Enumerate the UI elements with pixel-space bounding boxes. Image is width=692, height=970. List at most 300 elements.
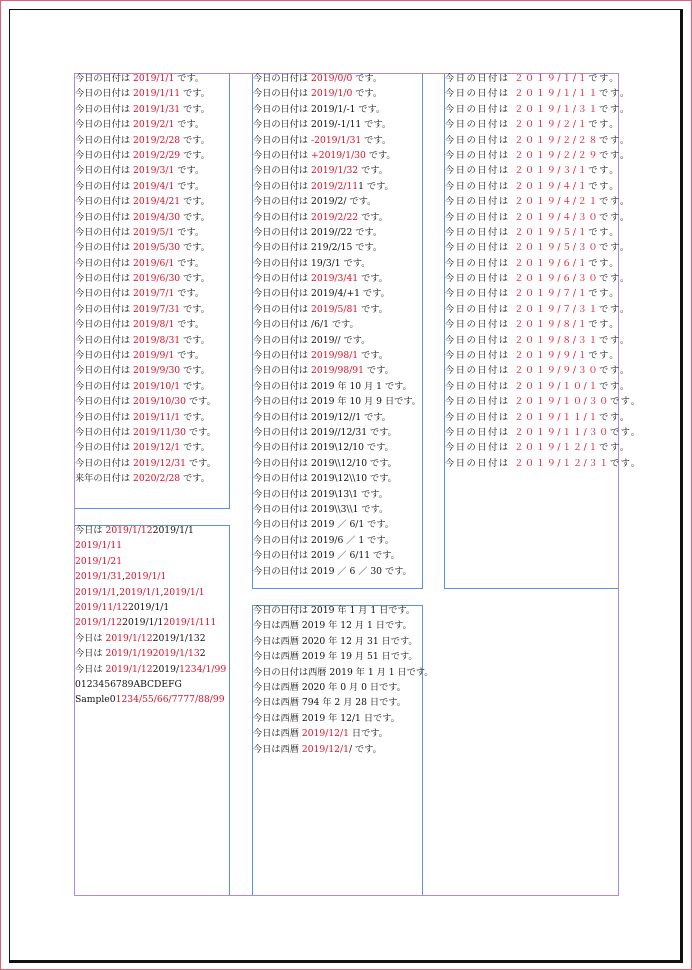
text-line	[253, 117, 421, 132]
text-line	[445, 348, 642, 363]
text-line	[445, 117, 642, 132]
plain-text: です。	[180, 273, 210, 285]
date-highlight: ２０１９/５/１	[514, 226, 589, 238]
date-highlight: ２０１９/１２/３１	[514, 457, 610, 469]
plain-text: 今日の日付は	[75, 134, 134, 146]
text-line	[253, 394, 421, 409]
plain-text: 今日は西暦 2019 年 19 月 51 日です。	[253, 651, 418, 663]
plain-text: 今日の日付は	[253, 149, 312, 161]
text-line	[445, 379, 642, 394]
text-line	[75, 440, 216, 455]
date-highlight: 2019/1/1	[119, 586, 161, 598]
text-line	[75, 102, 216, 117]
plain-text: 今日の日付は	[253, 134, 312, 146]
plain-text: 今日の日付は 2019 ／ 6 ／ 30 です。	[253, 565, 412, 577]
date-highlight: ２０１９/１２/１	[514, 442, 600, 454]
plain-text: 今日の日付は 19/3/1 です。	[253, 257, 371, 269]
plain-text: です。	[180, 473, 210, 485]
plain-text: 2019/	[152, 663, 180, 675]
plain-text: 今日の日付は 219/2/15 です。	[253, 242, 383, 254]
text-line	[253, 379, 421, 394]
plain-text: です。	[180, 365, 210, 377]
plain-text: 今日は西暦 2019 年 12/1 日です。	[253, 712, 400, 724]
text-line	[253, 680, 433, 695]
text-line	[253, 210, 421, 225]
plain-text: 今日は	[75, 632, 106, 644]
plain-text: 今日の日付は	[75, 303, 134, 315]
plain-text: 今日の日付は	[445, 226, 515, 238]
plain-text: 今日は	[75, 648, 106, 660]
plain-text: 今日の日付は	[75, 119, 134, 131]
date-highlight: ２０１９/６/１	[514, 257, 589, 269]
text-line	[75, 256, 216, 271]
text-line	[253, 742, 433, 757]
date-highlight: 2019/9/1	[133, 350, 175, 362]
text-line	[75, 86, 216, 101]
plain-text: です。	[588, 226, 621, 238]
plain-text: です。	[599, 242, 631, 254]
text-line	[75, 554, 226, 569]
plain-text: 今日の日付は	[253, 73, 312, 84]
plain-text: ,	[160, 586, 164, 598]
text-line	[253, 665, 433, 680]
date-highlight: 2019/1/1	[163, 586, 205, 598]
date-highlight: 1234/1/99	[179, 663, 227, 675]
plain-text: 今日は	[75, 525, 106, 536]
text-line	[253, 649, 433, 664]
plain-text: です。	[609, 426, 642, 438]
plain-text: 日です。	[348, 728, 388, 740]
text-line	[253, 163, 421, 178]
text-line	[75, 410, 216, 425]
text-line	[445, 425, 642, 440]
text-line	[445, 440, 642, 455]
text-line	[445, 210, 642, 225]
date-highlight: 1234/55/66/7777/88/99	[115, 694, 225, 706]
date-highlight: 2019/1/1	[125, 571, 167, 583]
plain-text: です。	[358, 273, 388, 285]
plain-text: 今日の日付は	[445, 334, 515, 346]
plain-text: です。	[358, 165, 388, 177]
plain-text: です。	[180, 149, 210, 161]
date-highlight: ２０１９/１/３１	[514, 103, 600, 115]
plain-text: 今日の日付は	[445, 134, 515, 146]
text-line	[253, 502, 421, 517]
text-line	[75, 179, 216, 194]
text-line	[445, 163, 642, 178]
text-line	[75, 677, 226, 692]
plain-text: 今日の日付は	[445, 273, 515, 285]
text-line	[75, 317, 216, 332]
plain-text: 今日の日付は /6/1 です。	[253, 319, 359, 331]
date-highlight: ２０１９/５/３０	[514, 242, 600, 254]
plain-text: 今日の日付は	[75, 273, 134, 285]
date-highlight: 2019/10/1	[133, 380, 181, 392]
text-line	[445, 456, 642, 471]
plain-text: です。	[599, 303, 631, 315]
date-highlight: 2019/2/28	[133, 134, 181, 146]
date-highlight: ２０１９/２/２９	[514, 149, 600, 161]
plain-text: 今日の日付は	[445, 426, 515, 438]
date-list-valid	[75, 71, 216, 487]
plain-text: 今日の日付は	[445, 88, 515, 100]
date-highlight: ２０１９/１０/１	[514, 380, 600, 392]
text-line	[75, 348, 216, 363]
plain-text: 2019/1/1	[127, 601, 170, 613]
text-line	[75, 631, 226, 646]
plain-text: です。	[180, 196, 210, 208]
plain-text: です。	[174, 165, 205, 177]
plain-text: 今日の日付は 2019//12/31 です。	[253, 426, 397, 438]
text-line	[253, 711, 433, 726]
plain-text: 今日の日付は西暦 2019 年 1 月 1 日です。	[253, 666, 434, 678]
plain-text: 今日の日付は 2019/1/-1 です。	[253, 103, 386, 115]
text-line	[253, 333, 421, 348]
text-line	[445, 148, 642, 163]
plain-text: 今日は西暦 794 年 2 月 28 日です。	[253, 697, 406, 709]
plain-text: 今日は西暦 2020 年 12 月 31 日です。	[253, 635, 418, 647]
date-list-concatenated	[75, 523, 226, 708]
date-highlight: ２０１９/４/２１	[514, 196, 600, 208]
plain-text: ,	[122, 571, 126, 583]
text-line	[75, 210, 216, 225]
text-line	[75, 600, 226, 615]
plain-text: 今日の日付は 2019\\3\\1 です。	[253, 503, 389, 515]
plain-text: 今日の日付は	[445, 103, 515, 115]
plain-text: です。	[180, 334, 210, 346]
plain-text: です。	[361, 134, 392, 146]
date-highlight: 2019/1/12	[105, 525, 153, 536]
plain-text: です。	[588, 350, 621, 362]
text-line	[445, 194, 642, 209]
plain-text: です。	[609, 396, 642, 408]
plain-text: 今日の日付は	[75, 396, 134, 408]
date-highlight: 2019/2/11	[311, 180, 359, 192]
date-highlight: ２０１９/１１/１	[514, 411, 600, 423]
plain-text: 今日の日付は	[445, 242, 515, 254]
date-highlight: 2019/2/29	[133, 149, 181, 161]
plain-text: 今日の日付は	[75, 288, 134, 300]
text-line	[253, 440, 421, 455]
plain-text: 今日の日付は	[253, 88, 312, 100]
date-highlight: 2019/2/22	[311, 211, 359, 223]
date-highlight: -2019/1/31	[311, 134, 362, 146]
plain-text: 今日の日付は	[445, 396, 515, 408]
date-highlight: 2019/9/30	[133, 365, 181, 377]
text-line	[445, 317, 642, 332]
plain-text: 今日の日付は	[75, 319, 134, 331]
plain-text: 今日の日付は	[75, 165, 134, 177]
date-highlight: 2019/7/1	[133, 288, 175, 300]
text-line	[75, 148, 216, 163]
plain-text: です。	[180, 134, 210, 146]
text-line	[253, 564, 421, 579]
text-line	[445, 394, 642, 409]
date-highlight: 2019/6/30	[133, 273, 181, 285]
plain-text: 今日は西暦	[253, 728, 302, 740]
plain-text: 0123456789ABCDEFG	[75, 678, 182, 690]
plain-text: / です。	[348, 743, 382, 755]
plain-text: 来年の日付は	[75, 473, 134, 485]
date-highlight: 2019/98/91	[311, 365, 365, 377]
date-highlight: 2019/5/30	[133, 242, 181, 254]
date-highlight: ２０１９/２/２８	[514, 134, 600, 146]
date-highlight: 2019/6/1	[133, 257, 175, 269]
plain-text: 今日の日付は	[445, 196, 515, 208]
date-highlight: 2019/3/1	[133, 165, 175, 177]
date-highlight: 2019/5/1	[133, 226, 175, 238]
date-highlight: 2019/7/31	[133, 303, 181, 315]
plain-text: 今日の日付は	[445, 211, 515, 223]
date-highlight: ２０１９/６/３０	[514, 273, 600, 285]
text-line	[75, 271, 216, 286]
text-line	[253, 603, 433, 618]
text-line	[253, 317, 421, 332]
plain-text: ,	[116, 586, 120, 598]
plain-text: 今日の日付は	[75, 442, 134, 454]
date-highlight: 2019/11/1	[133, 411, 181, 423]
plain-text: 今日の日付は	[75, 226, 134, 238]
plain-text: です。	[588, 180, 621, 192]
plain-text: 今日の日付は 2019\13\1 です。	[253, 488, 388, 500]
date-highlight: 2019/98/1	[311, 350, 359, 362]
plain-text: です。	[609, 457, 642, 469]
plain-text: 今日の日付は 2019/6 ／ 1 です。	[253, 534, 394, 546]
plain-text: です。	[358, 211, 388, 223]
plain-text: です。	[358, 303, 388, 315]
plain-text: 2019/1/132	[152, 632, 206, 644]
plain-text: 2	[199, 648, 206, 660]
text-line	[253, 71, 421, 86]
date-highlight: ２０１９/７/３１	[514, 303, 600, 315]
plain-text: 今日の日付は 2019//22 です。	[253, 226, 383, 238]
plain-text: 今日の日付は	[75, 334, 134, 346]
plain-text: 今日の日付は	[445, 73, 515, 84]
text-line	[253, 102, 421, 117]
plain-text: です。	[186, 426, 216, 438]
plain-text: です。	[180, 88, 210, 100]
plain-text: です。	[180, 380, 210, 392]
date-highlight: 2019/1/11	[133, 88, 181, 100]
text-line	[445, 179, 642, 194]
text-line	[253, 179, 421, 194]
plain-text: 今日の日付は	[445, 257, 515, 269]
date-list-fullwidth	[445, 71, 642, 471]
text-line	[75, 471, 216, 486]
text-line	[75, 379, 216, 394]
plain-text: です。	[588, 119, 621, 131]
text-line	[445, 410, 642, 425]
plain-text: 今日の日付は	[445, 288, 515, 300]
plain-text: 今日の日付は	[445, 457, 515, 469]
plain-text: です。	[174, 73, 205, 84]
plain-text: です。	[599, 196, 631, 208]
date-highlight: 2019/5/81	[311, 303, 359, 315]
plain-text: 今日の日付は 2019\\12/10 です。	[253, 457, 397, 469]
plain-text: 今日の日付は	[75, 242, 134, 254]
plain-text: 1 です。	[358, 180, 394, 192]
plain-text: です。	[365, 149, 396, 161]
plain-text: 2019/1/1	[122, 617, 164, 629]
date-highlight: 2019/1/1	[75, 586, 117, 598]
date-highlight: 2019/12/1	[301, 728, 349, 740]
date-highlight: 2019/12/1	[301, 743, 349, 755]
plain-text: です。	[599, 442, 631, 454]
date-highlight: 2019/12/1	[133, 442, 181, 454]
text-line	[253, 271, 421, 286]
text-line	[253, 548, 421, 563]
plain-text: です。	[180, 103, 210, 115]
date-highlight: ２０１９/１/１	[514, 73, 589, 84]
date-highlight: 2019/4/21	[133, 196, 181, 208]
date-highlight: ２０１９/４/１	[514, 180, 589, 192]
plain-text: です。	[599, 103, 631, 115]
date-highlight: 2019/2/1	[133, 119, 175, 131]
plain-text: です。	[599, 365, 631, 377]
text-line	[445, 102, 642, 117]
plain-text: です。	[599, 88, 631, 100]
plain-text: 今日の日付は	[445, 180, 515, 192]
text-line	[253, 425, 421, 440]
text-line	[253, 240, 421, 255]
text-line	[75, 225, 216, 240]
plain-text: 今日の日付は	[445, 411, 515, 423]
plain-text: 今日の日付は	[445, 380, 515, 392]
text-line	[445, 71, 642, 86]
plain-text: 今日の日付は	[445, 303, 515, 315]
text-line	[75, 523, 226, 538]
text-line	[253, 695, 433, 710]
plain-text: 今日の日付は	[253, 273, 312, 285]
plain-text: です。	[588, 73, 621, 84]
plain-text: です。	[174, 180, 205, 192]
plain-text: です。	[352, 88, 383, 100]
text-line	[253, 517, 421, 532]
date-highlight: 2019/1/111	[163, 617, 217, 629]
date-highlight: 2019/1/31	[75, 571, 123, 583]
text-line	[75, 240, 216, 255]
text-line	[445, 240, 642, 255]
plain-text: 今日は	[75, 663, 106, 675]
plain-text: です。	[174, 257, 205, 269]
date-highlight: 2019/4/30	[133, 211, 181, 223]
date-highlight: 2020/2/28	[133, 473, 181, 485]
plain-text: 今日の日付は 2019 年 10 月 9 日です。	[253, 396, 421, 408]
text-line	[75, 194, 216, 209]
date-highlight: ２０１９/２/１	[514, 119, 589, 131]
text-line	[75, 662, 226, 677]
plain-text: 今日の日付は 2019\12\\10 です。	[253, 473, 397, 485]
date-highlight: 2019/8/1	[133, 319, 175, 331]
plain-text: 今日の日付は	[75, 426, 134, 438]
date-highlight: 2019/1/21	[75, 555, 123, 567]
plain-text: です。	[186, 396, 216, 408]
plain-text: 今日の日付は	[445, 319, 515, 331]
date-highlight: ２０１９/８/３１	[514, 334, 600, 346]
plain-text: 今日の日付は	[253, 365, 312, 377]
plain-text: です。	[174, 350, 205, 362]
date-highlight: ２０１９/１/１１	[514, 88, 600, 100]
plain-text: 今日の日付は	[253, 165, 312, 177]
date-highlight: 2019/1/31	[133, 103, 181, 115]
plain-text: 今日の日付は	[253, 303, 312, 315]
plain-text: 今日の日付は 2019 年 1 月 1 日です。	[253, 605, 416, 616]
text-line	[253, 487, 421, 502]
text-line	[253, 618, 433, 633]
text-line	[253, 194, 421, 209]
plain-text: 今日の日付は	[75, 88, 134, 100]
text-line	[75, 538, 226, 553]
text-line	[253, 302, 421, 317]
plain-text: 今日の日付は 2019 ／ 6/1 です。	[253, 519, 394, 531]
text-line	[445, 302, 642, 317]
plain-text: です。	[180, 242, 210, 254]
text-line	[445, 86, 642, 101]
plain-text: 今日の日付は	[253, 180, 312, 192]
plain-text: 今日の日付は	[75, 180, 134, 192]
plain-text: です。	[599, 273, 631, 285]
date-highlight: ２０１９/１０/３０	[514, 396, 610, 408]
date-highlight: 2019/1/0	[311, 88, 353, 100]
date-highlight: ２０１９/３/１	[514, 165, 589, 177]
plain-text: です。	[186, 457, 216, 469]
plain-text: Sample0	[75, 694, 116, 706]
plain-text: 今日の日付は	[75, 73, 134, 84]
date-highlight: 2019/12/31	[133, 457, 187, 469]
plain-text: 今日の日付は	[445, 365, 515, 377]
plain-text: です。	[174, 319, 205, 331]
date-highlight: 2019/8/31	[133, 334, 181, 346]
plain-text: です。	[588, 165, 621, 177]
plain-text: です。	[180, 411, 210, 423]
text-line	[75, 117, 216, 132]
plain-text: です。	[180, 211, 210, 223]
text-line	[445, 333, 642, 348]
date-highlight: 2019/1/12	[105, 663, 153, 675]
date-highlight: 2019/0/0	[311, 73, 353, 84]
plain-text: 今日の日付は 2019// です。	[253, 334, 371, 346]
plain-text: です。	[588, 288, 621, 300]
date-highlight: 2019/4/1	[133, 180, 175, 192]
text-line	[253, 533, 421, 548]
plain-text: 今日の日付は	[75, 457, 134, 469]
plain-text: 今日の日付は	[75, 380, 134, 392]
date-highlight: ２０１９/９/３０	[514, 365, 600, 377]
plain-text: 今日の日付は	[75, 350, 134, 362]
text-line	[75, 569, 226, 584]
plain-text: です。	[588, 257, 621, 269]
plain-text: です。	[174, 119, 205, 131]
date-highlight: 2019/1/12	[105, 632, 153, 644]
date-highlight: 2019/3/41	[311, 273, 359, 285]
text-line	[75, 646, 226, 661]
text-line	[75, 394, 216, 409]
plain-text: 今日の日付は	[75, 103, 134, 115]
text-line	[75, 333, 216, 348]
text-line	[253, 225, 421, 240]
plain-text: 今日の日付は 2019/-1/11 です。	[253, 119, 392, 131]
text-line	[253, 286, 421, 301]
plain-text: 今日の日付は 2019/4/+1 です。	[253, 288, 390, 300]
text-line	[75, 286, 216, 301]
plain-text: です。	[599, 149, 631, 161]
text-line	[75, 163, 216, 178]
text-line	[253, 634, 433, 649]
plain-text: です。	[599, 134, 631, 146]
date-highlight: +2019/1/30	[311, 149, 366, 161]
plain-text: 今日の日付は 2019\12/10 です。	[253, 442, 394, 454]
plain-text: 今日の日付は	[445, 165, 515, 177]
